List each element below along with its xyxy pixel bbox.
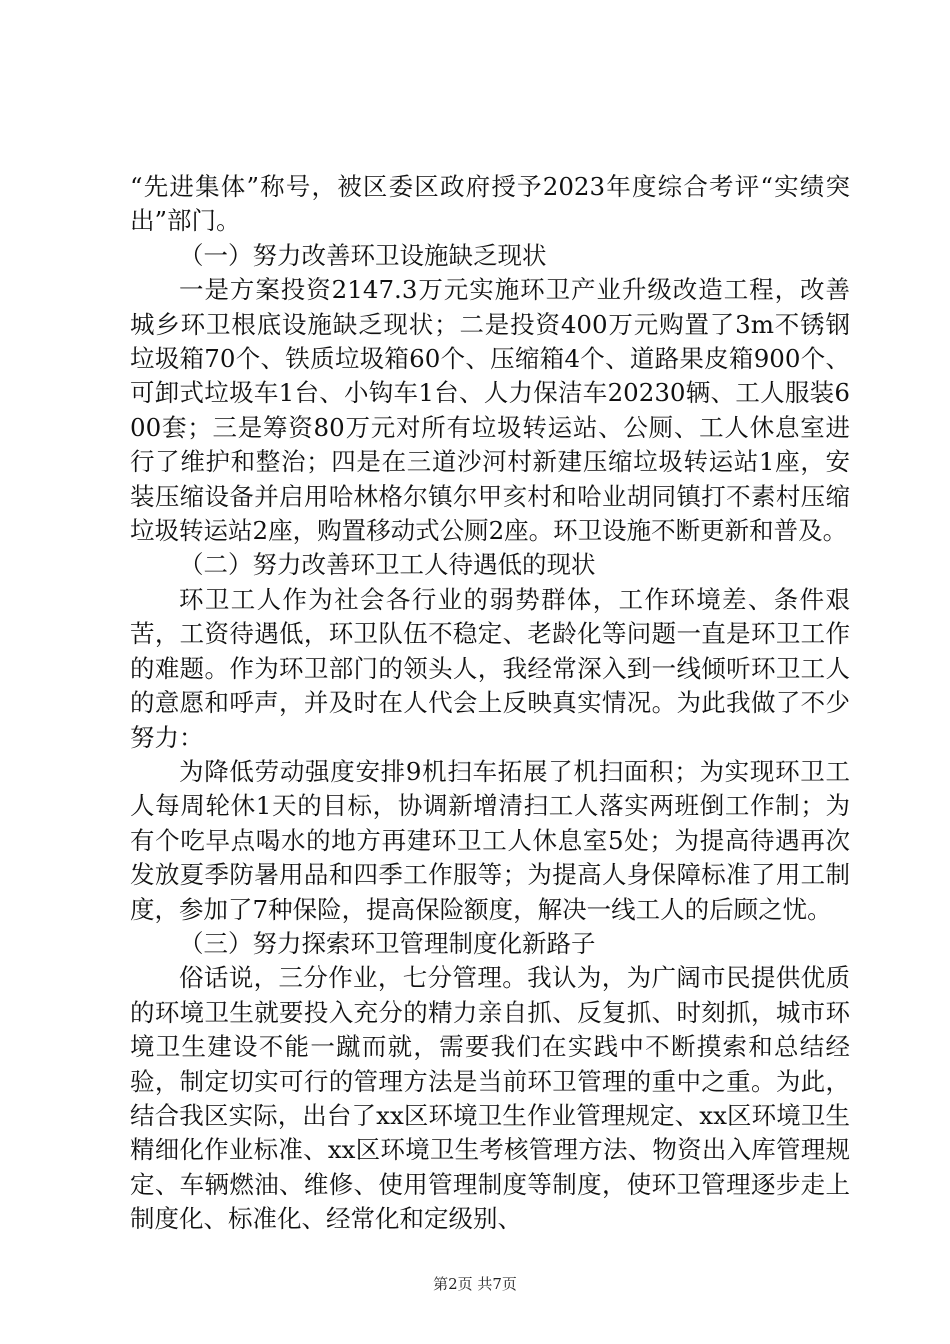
paragraph-workers-status: 环卫工人作为社会各行业的弱势群体，工作环境差、条件艰苦，工资待遇低，环卫队伍不稳定、老龄化等问题一直是环卫工作的难题。作为环卫部门的领头人，我经常深入到一线倾听环卫工人的意愿和呼声，并及时在人代会上反映真实情况。为此我做了不少努力： xyxy=(130,584,850,752)
section-heading-2: （二）努力改善环卫工人待遇低的现状 xyxy=(179,550,596,580)
page-number-footer: 第2页 共7页 xyxy=(433,1275,517,1293)
paragraph-workers-measures: 为降低劳动强度安排9机扫车拓展了机扫面积；为实现环卫工人每周轮休1天的目标，协调新增清扫工人落实两班倒工作制；为有个吃早点喝水的地方再建环卫工人休息室5处；为提高待遇再次发放夏季防暑用品和四季工作服等；为提高人身保障标准了用工制度，参加了7种保险，提高保险额度，解决一线工人的后顾之忧。 xyxy=(130,756,850,924)
paragraph-management: 俗话说，三分作业，七分管理。我认为，为广阔市民提供优质的环境卫生就要投入充分的精力亲自抓、反复抓、时刻抓，城市环境卫生建设不能一蹴而就，需要我们在实践中不断摸索和总结经验，制定切实可行的管理方法是当前环卫管理的重中之重。为此，结合我区实际，出台了xx区环境卫生作业管理规定、xx区环境卫生精细化作业标准、xx区环境卫生考核管理方法、物资出入库管理规定、车辆燃油、维修、使用管理制度等制度，使环卫管理逐步走上制度化、标准化、经常化和定级别、 xyxy=(130,963,850,1234)
paragraph-facilities: 一是方案投资2147.3万元实施环卫产业升级改造工程，改善城乡环卫根底设施缺乏现状；二是投资400万元购置了3m不锈钢垃圾箱70个、铁质垃圾箱60个、压缩箱4个、道路果皮箱900个、可卸式垃圾车1台、小钩车1台、人力保洁车20230辆、工人服装600套；三是筹资80万元对所有垃圾转运站、公厕、工人休息室进行了维护和整治；四是在三道沙河村新建压缩垃圾转运站1座，安装压缩设备并启用哈林格尔镇尔甲亥村和哈业胡同镇打不素村压缩垃圾转运站2座，购置移动式公厕2座。环卫设施不断更新和普及。 xyxy=(130,275,850,546)
section-heading-1: （一）努力改善环卫设施缺乏现状 xyxy=(179,240,547,270)
section-heading-3: （三）努力探索环卫管理制度化新路子 xyxy=(179,928,596,958)
paragraph-continued: “先进集体”称号，被区委区政府授予2023年度综合考评“实绩突出”部门。 xyxy=(130,172,850,236)
document-body xyxy=(130,170,850,1237)
